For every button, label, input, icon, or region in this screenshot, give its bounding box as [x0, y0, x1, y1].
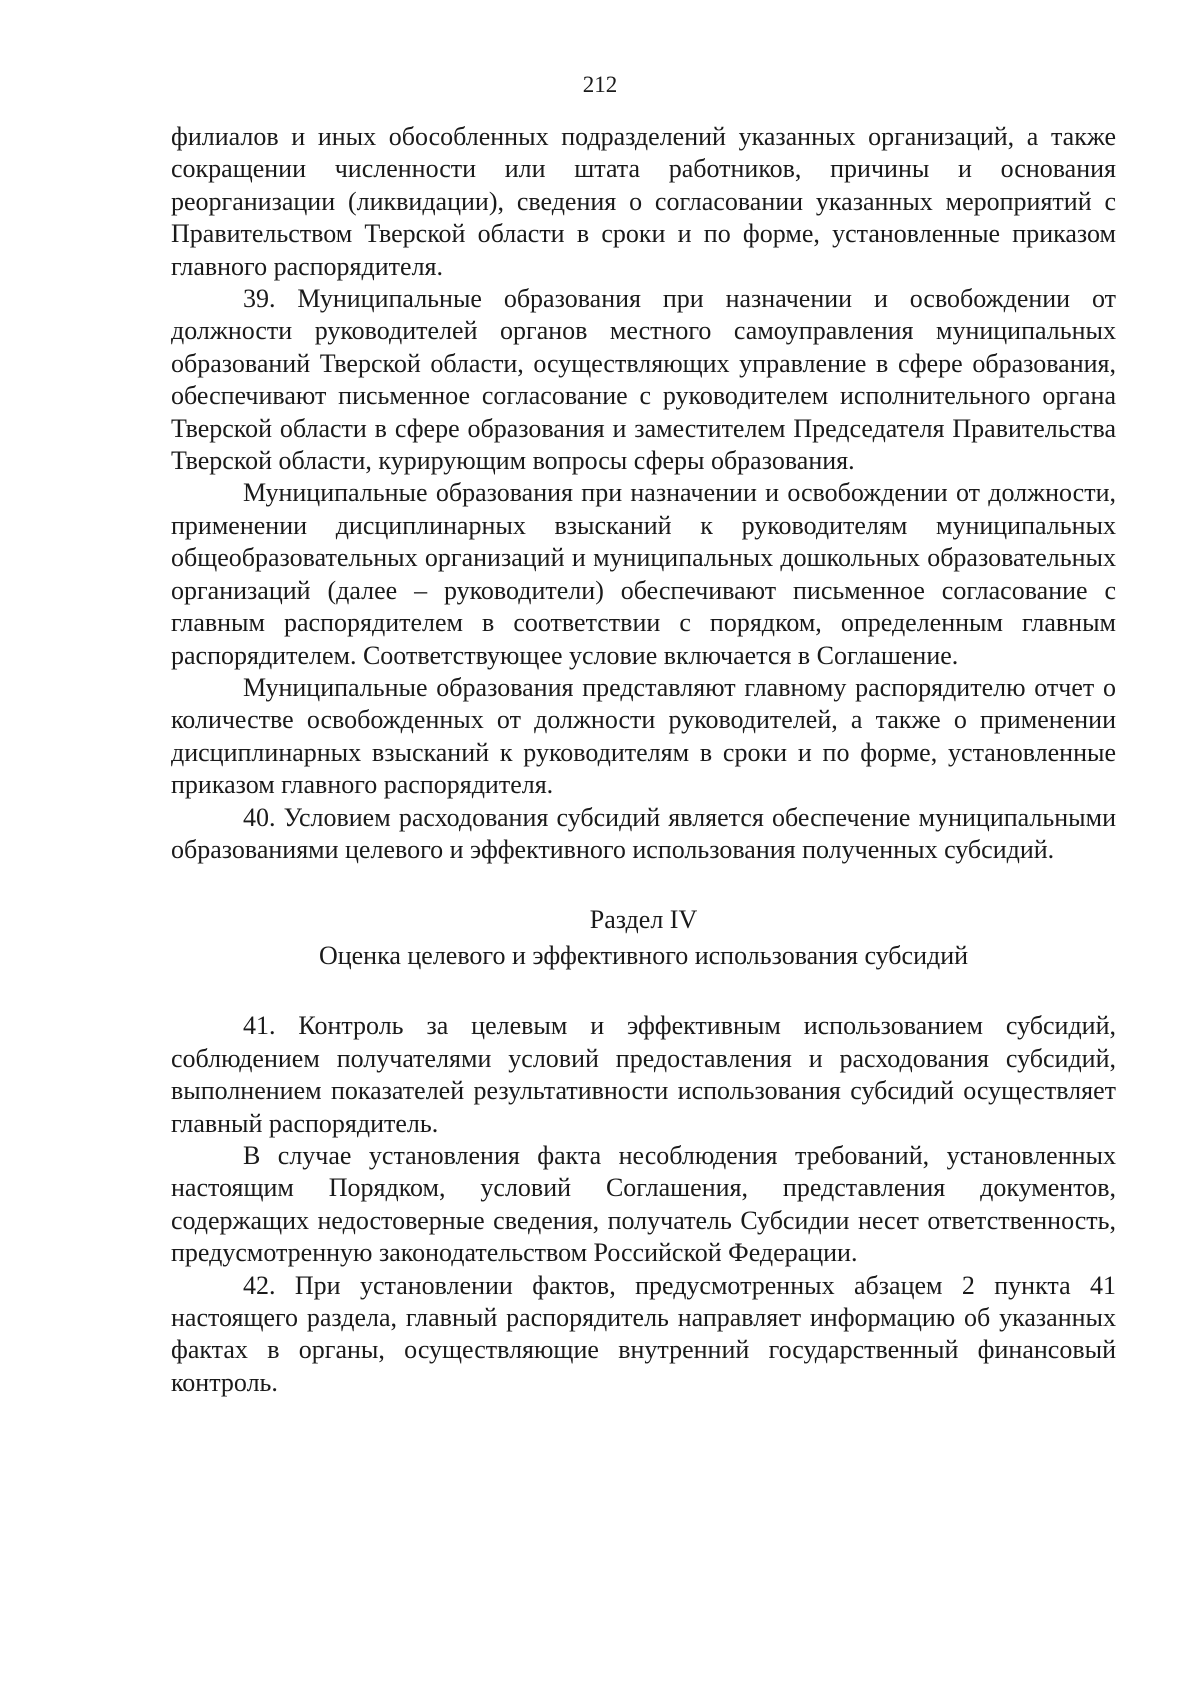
paragraph-continuation: филиалов и иных обособленных подразделений указанных организаций, а также сокращении численности или штата работников, причины и основания реорганизации (ликвидации), сведения о согласовании указанных мероприятий с Правительством Тверской области в сроки и по форме, установленные приказом главного распорядителя.	[171, 122, 1116, 281]
paragraph-39-report: Муниципальные образования представляют главному распорядителю отчет о количестве освобожденных от должности руководителей, а также о применении дисциплинарных взысканий к руководителям в сроки и по форме, установленные приказом главного распорядителя.	[171, 672, 1116, 800]
page-number: 212	[582, 72, 618, 97]
paragraph-41: 41. Контроль за целевым и эффективным использованием субсидий, соблюдением получателями условий предоставления и расходования субсидий, выполнением показателей результативности использования субсидий осуществляет главный распорядитель.	[171, 1011, 1116, 1138]
paragraph-40: 40. Условием расходования субсидий является обеспечение муниципальными образованиями целевого и эффективного использования полученных субсидий.	[171, 802, 1116, 864]
section-heading: Раздел IV	[589, 905, 698, 935]
paragraph-39: 39. Муниципальные образования при назначении и освобождении от должности руководителей органов местного самоуправления муниципальных образований Тверской области, осуществляющих управление в сфере образования, обеспечивают письменное согласование с руководителем исполнительного органа Тверской области в сфере образования и заместителем Председателя Правительства Тверской области, курирующим вопросы сферы образования.	[171, 284, 1116, 476]
section-subtitle: Оценка целевого и эффективного использования субсидий	[318, 941, 969, 971]
paragraph-39-managers: Муниципальные образования при назначении и освобождении от должности, применении дисциплинарных взысканий к руководителям муниципальных общеобразовательных организаций и муниципальных дошкольных образовательных организаций (далее – руководители) обеспечивают письменное согласование с главным распорядителем в соответствии с порядком, определенным главным распорядителем. Соответствующее условие включается в Соглашение.	[171, 478, 1116, 670]
document-body	[171, 121, 1116, 1399]
paragraph-41-violation: В случае установления факта несоблюдения требований, установленных настоящим Порядком, условий Соглашения, представления документов, содержащих недостоверные сведения, получатель Субсидии несет ответственность, предусмотренную законодательством Российской Федерации.	[171, 1140, 1116, 1268]
paragraph-42: 42. При установлении фактов, предусмотренных абзацем 2 пункта 41 настоящего раздела, главный распорядитель направляет информацию об указанных фактах в органы, осуществляющие внутренний государственный финансовый контроль.	[171, 1270, 1116, 1397]
